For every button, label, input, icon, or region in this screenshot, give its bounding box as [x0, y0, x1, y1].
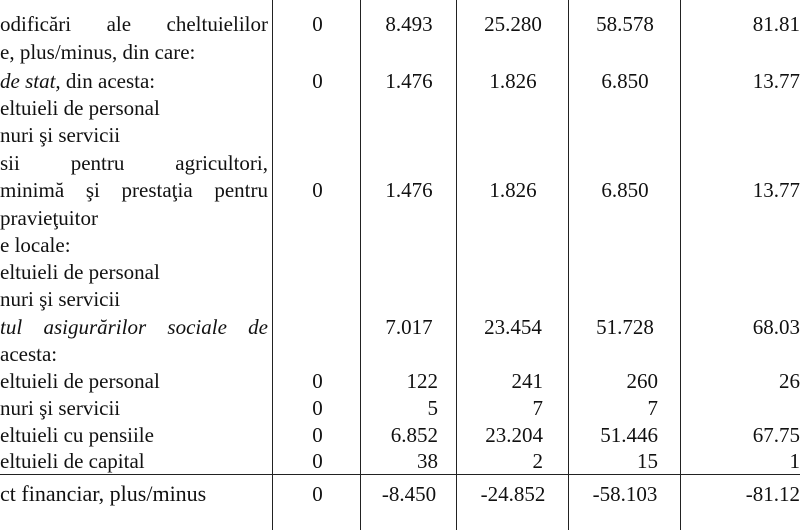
column-divider	[456, 0, 457, 530]
row-label	[0, 67, 268, 95]
row-label: minimă şi prestaţia pentru	[0, 178, 268, 202]
total-col1: 0	[312, 482, 323, 506]
value-col5: 13.77	[752, 69, 800, 93]
value-col5: 26	[779, 369, 800, 393]
row-label: nuri şi servicii	[0, 123, 121, 147]
value-col5: 81.81	[752, 12, 800, 36]
value-col5: 13.77	[752, 178, 800, 202]
value-col4: 58.578	[596, 12, 654, 36]
value-col1: 0	[312, 449, 323, 473]
value-col2: 6.852	[390, 423, 438, 447]
value-col3: 241	[511, 369, 543, 393]
column-divider	[272, 0, 273, 530]
value-col1: 0	[312, 12, 323, 36]
value-col2: 7.017	[385, 315, 433, 339]
total-row-label: ct financiar, plus/minus	[0, 481, 207, 506]
value-col3: 1.826	[489, 69, 537, 93]
total-col5: -81.12	[745, 482, 800, 506]
value-col3: 1.826	[489, 178, 537, 202]
value-col2: 1.476	[385, 178, 433, 202]
row-label: eltuieli de personal	[0, 369, 160, 393]
value-col5: 1	[789, 449, 800, 473]
column-divider	[360, 0, 361, 530]
value-col1: 0	[312, 69, 323, 93]
row-label-italic: de stat,	[0, 69, 61, 93]
value-col2: 122	[406, 369, 438, 393]
row-label: nuri şi servicii	[0, 287, 121, 311]
value-col3: 23.454	[484, 315, 542, 339]
value-col5: 68.03	[752, 315, 800, 339]
value-col1: 0	[312, 178, 323, 202]
row-label: tul asigurărilor sociale de	[0, 315, 268, 339]
value-col3: 2	[532, 449, 543, 473]
value-col4: 6.850	[601, 69, 649, 93]
total-col3: -24.852	[480, 482, 546, 506]
value-col4: 7	[647, 396, 658, 420]
row-label: pravieţuitor	[0, 206, 98, 230]
row-label: odificări ale cheltuielilor	[0, 12, 268, 36]
row-label-rest: din acesta:	[60, 69, 156, 93]
value-col4: 51.728	[596, 315, 654, 339]
value-col4: 51.446	[600, 423, 658, 447]
row-label: acesta:	[0, 342, 58, 366]
total-col2: -8.450	[381, 482, 437, 506]
value-col4: 260	[626, 369, 658, 393]
value-col5: 67.75	[752, 423, 800, 447]
row-label: eltuieli de capital	[0, 449, 145, 473]
row-label: eltuieli de personal	[0, 260, 160, 284]
column-divider	[680, 0, 681, 530]
value-col2: 5	[427, 396, 438, 420]
row-label: nuri şi servicii	[0, 396, 121, 420]
value-col3: 23.204	[485, 423, 543, 447]
row-label: eltuieli de personal	[0, 96, 160, 120]
row-label: e, plus/minus, din care:	[0, 40, 196, 64]
value-col2: 1.476	[385, 69, 433, 93]
value-col3: 25.280	[484, 12, 542, 36]
row-label: eltuieli cu pensiile	[0, 423, 154, 447]
total-col4: -58.103	[592, 482, 658, 506]
column-divider	[568, 0, 569, 530]
value-col1: 0	[312, 423, 323, 447]
value-col4: 6.850	[601, 178, 649, 202]
value-col3: 7	[532, 396, 543, 420]
value-col1: 0	[312, 396, 323, 420]
row-label: sii pentru agricultori,	[0, 151, 268, 175]
value-col2: 8.493	[385, 12, 433, 36]
value-col2: 38	[417, 449, 438, 473]
value-col1: 0	[312, 369, 323, 393]
row-label: e locale:	[0, 233, 71, 257]
value-col4: 15	[637, 449, 658, 473]
